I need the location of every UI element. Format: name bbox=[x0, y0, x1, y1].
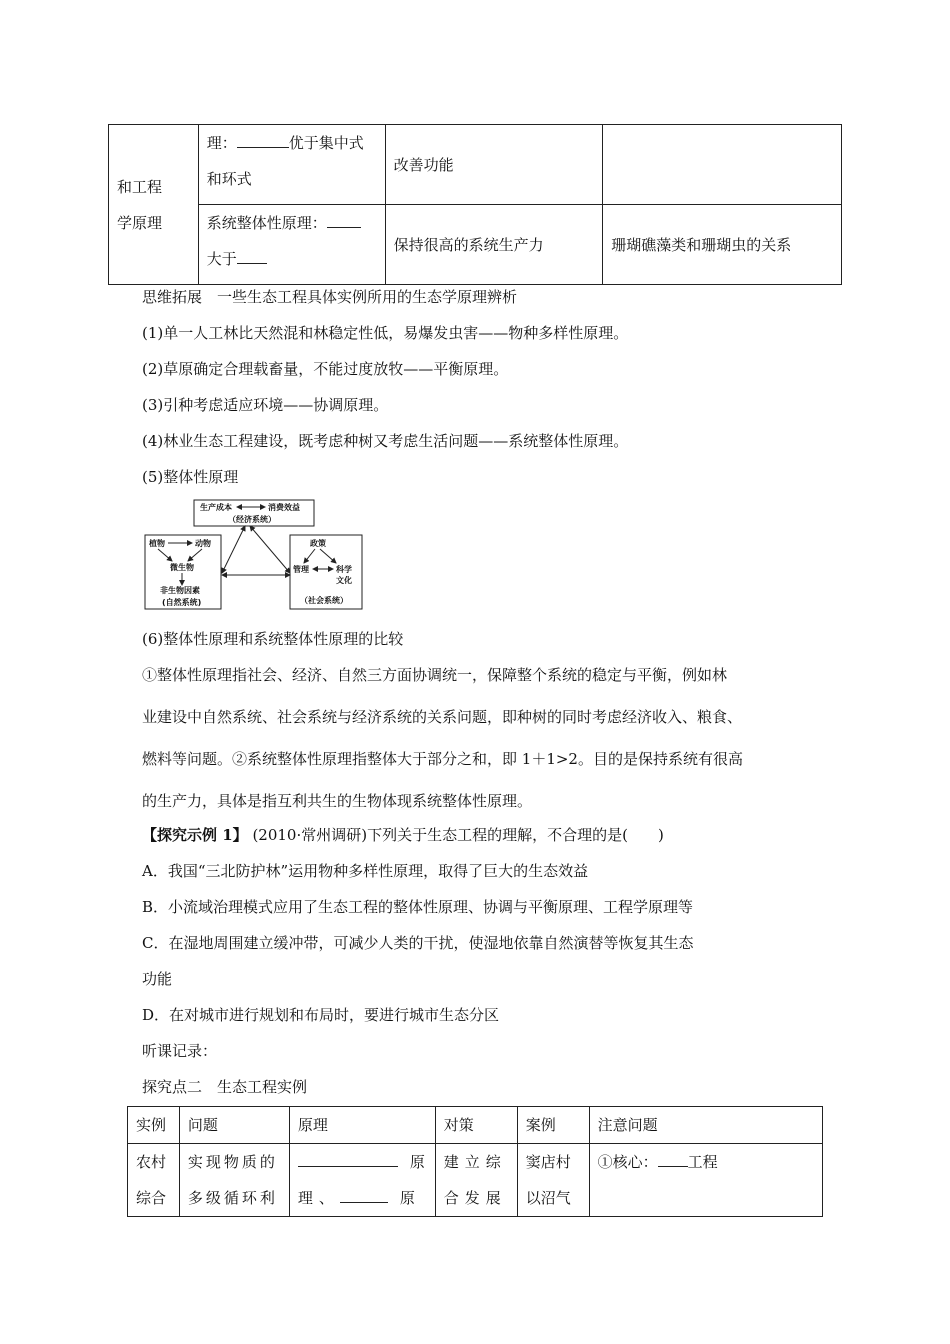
header-notes: 注意问题 bbox=[589, 1107, 822, 1144]
table1-row1-line2: 和环式 bbox=[206, 170, 252, 188]
header-principle: 原理 bbox=[289, 1107, 435, 1144]
natural-system-label: (自然系统) bbox=[162, 598, 202, 607]
header-problem: 问题 bbox=[179, 1107, 289, 1144]
fill-blank bbox=[340, 1188, 388, 1203]
table1-category-line1: 和工程 bbox=[117, 177, 163, 196]
row-principle-line2: 理、 原 bbox=[297, 1189, 415, 1207]
table1-row2-example: 珊瑚礁藻类和珊瑚虫的关系 bbox=[603, 205, 842, 285]
table1-category-line2: 学原理 bbox=[117, 213, 163, 232]
culture-label: 文化 bbox=[336, 576, 352, 585]
row-problem: 实现物质的 多级循环利 bbox=[179, 1144, 289, 1217]
management-label: 管理 bbox=[293, 565, 309, 574]
eco-engineering-examples-table bbox=[127, 1106, 823, 1217]
row-principle-line1: 原 bbox=[290, 1144, 435, 1180]
benefit-label: 消费效益 bbox=[268, 503, 300, 512]
economic-system-label: （经济系统） bbox=[228, 515, 276, 524]
header-case: 案例 bbox=[517, 1107, 589, 1144]
row-notes-line1: ①核心： 工程 bbox=[597, 1153, 718, 1171]
economic-social-arrow bbox=[250, 526, 290, 573]
expansion-item-3: (3)引种考虑适应环境——协调原理。 bbox=[142, 396, 389, 414]
expansion-item-4: (4)林业生态工程建设，既考虑种树又考虑生活问题——系统整体性原理。 bbox=[142, 432, 629, 450]
example1-option-b: B．小流域治理模式应用了生态工程的整体性原理、协调与平衡原理、工程学原理等 bbox=[142, 898, 694, 916]
row-notes bbox=[589, 1144, 822, 1217]
animals-label: 动物 bbox=[195, 539, 211, 548]
plants-label: 植物 bbox=[149, 539, 165, 548]
policy-science-arrow bbox=[320, 549, 336, 563]
example1-title-bracket: 【探究示例 1】 bbox=[142, 826, 248, 844]
expansion-item-1: (1)单一人工林比天然混和林稳定性低，易爆发虫害——物种多样性原理。 bbox=[142, 324, 629, 342]
row-principle bbox=[289, 1144, 435, 1217]
row-case: 窦店村 以沼气 bbox=[517, 1144, 589, 1217]
principle-table bbox=[108, 124, 842, 285]
nonbio-label: 非生物因素 bbox=[160, 586, 200, 595]
plant-microbe-arrow bbox=[158, 549, 172, 561]
header-example: 实例 bbox=[128, 1107, 180, 1144]
table1-row2-function: 保持很高的系统生产力 bbox=[385, 205, 603, 285]
expansion-item-5: (5)整体性原理 bbox=[142, 468, 239, 486]
example1-option-d: D．在对城市进行规划和布局时，要进行城市生态分区 bbox=[142, 1006, 500, 1024]
fill-blank bbox=[298, 1152, 398, 1167]
fill-blank bbox=[327, 213, 361, 228]
expansion-item-6: (6)整体性原理和系统整体性原理的比较 bbox=[142, 630, 404, 648]
comparison-para-line3: 燃料等问题。②系统整体性原理指整体大于部分之和，即 1＋1>2。目的是保持系统有很高 bbox=[142, 750, 743, 768]
microbes-label: 微生物 bbox=[170, 563, 194, 572]
table1-row1-line1: 理： 优于集中式 bbox=[206, 134, 364, 152]
expansion-heading: 思维拓展 一些生态工程具体实例所用的生态学原理辨析 bbox=[142, 288, 518, 306]
integrity-principle-diagram bbox=[140, 495, 370, 615]
example1-title-text: (2010·常州调研)下列关于生态工程的理解，不合理的是( ) bbox=[247, 826, 664, 844]
table1-row1-function: 改善功能 bbox=[385, 125, 603, 205]
table1-row1-example bbox=[603, 125, 842, 205]
comparison-para-line2: 业建设中自然系统、社会系统与经济系统的关系问题，即种树的同时考虑经济收入、粮食、 bbox=[142, 708, 743, 726]
table1-row2-line1: 系统整体性原理： bbox=[199, 205, 385, 241]
expansion-item-2: (2)草原确定合理载畜量，不能过度放牧——平衡原理。 bbox=[142, 360, 509, 378]
row-example: 农村 综合 bbox=[128, 1144, 180, 1217]
example1-option-c-cont: 功能 bbox=[142, 970, 173, 988]
animal-microbe-arrow bbox=[188, 549, 202, 561]
policy-management-arrow bbox=[304, 549, 315, 563]
fill-blank bbox=[237, 133, 289, 148]
fill-blank bbox=[658, 1152, 688, 1167]
cost-label: 生产成本 bbox=[200, 503, 232, 512]
social-system-label: （社会系统） bbox=[300, 596, 348, 605]
table1-row1-principle bbox=[198, 125, 385, 205]
notes-label: 听课记录： bbox=[142, 1042, 218, 1060]
example1-option-c: C．在湿地周围建立缓冲带，可减少人类的干扰，使湿地依靠自然演替等恢复其生态 bbox=[142, 934, 694, 952]
example1-question bbox=[142, 824, 664, 845]
economic-natural-arrow bbox=[222, 526, 245, 573]
science-label: 科学 bbox=[336, 565, 352, 574]
table1-row2-principle bbox=[198, 205, 385, 285]
fill-blank bbox=[237, 249, 267, 264]
example1-option-a: A．我国“三北防护林”运用物种多样性原理，取得了巨大的生态效益 bbox=[142, 862, 589, 880]
table1-row2-line2: 大于 bbox=[199, 241, 385, 277]
comparison-para-line4: 的生产力，具体是指互利共生的生物体现系统整体性原理。 bbox=[142, 792, 533, 810]
header-measure: 对策 bbox=[435, 1107, 517, 1144]
comparison-para-line1: ①整体性原理指社会、经济、自然三方面协调统一，保障整个系统的稳定与平衡，例如林 bbox=[142, 666, 728, 684]
section2-title: 探究点二 生态工程实例 bbox=[142, 1078, 308, 1096]
policy-label: 政策 bbox=[310, 539, 326, 548]
table1-category-cell bbox=[109, 125, 199, 285]
row-measure: 建立综 合发展 bbox=[435, 1144, 517, 1217]
